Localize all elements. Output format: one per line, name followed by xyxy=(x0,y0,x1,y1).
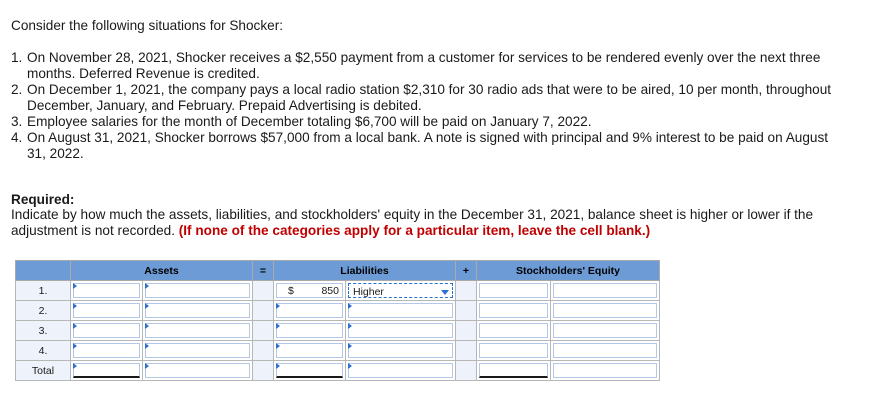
input-marker-icon xyxy=(348,343,352,349)
assets-amount-input[interactable] xyxy=(73,343,140,358)
liabilities-amount-input[interactable] xyxy=(276,323,343,338)
input-marker-icon xyxy=(348,363,352,369)
assets-direction-select[interactable] xyxy=(145,283,250,298)
input-marker-icon xyxy=(73,363,77,369)
liabilities-direction-cell[interactable] xyxy=(346,321,456,341)
equity-amount-cell[interactable] xyxy=(477,341,551,361)
equity-total-cell[interactable] xyxy=(477,361,551,381)
liabilities-amount-input[interactable] xyxy=(276,343,343,358)
equity-amount-input[interactable] xyxy=(479,303,548,318)
equity-direction-select[interactable] xyxy=(553,343,657,358)
plus-spacer xyxy=(456,321,477,341)
situation-text: On December 1, 2021, the company pays a local radio station $2,310 for 30 radio ads that were to be aired, 10 per month, throughout December, January, and February. Prepaid Advertising is debited. xyxy=(27,82,832,113)
input-marker-icon xyxy=(276,363,280,369)
table-row-total xyxy=(16,361,660,381)
situation-item xyxy=(11,82,841,114)
assets-direction-cell[interactable] xyxy=(143,321,253,341)
equity-total-direction-select[interactable] xyxy=(553,363,657,378)
assets-direction-select[interactable] xyxy=(145,303,250,318)
liabilities-direction-cell[interactable] xyxy=(346,281,456,301)
equity-direction-select[interactable] xyxy=(553,283,657,298)
plus-spacer xyxy=(456,361,477,381)
input-marker-icon xyxy=(276,303,280,309)
input-marker-icon xyxy=(73,283,77,289)
situations-list xyxy=(11,50,841,162)
table-row xyxy=(16,341,660,361)
table-row xyxy=(16,281,660,301)
plus-spacer xyxy=(456,301,477,321)
equity-direction-cell[interactable] xyxy=(551,321,660,341)
liabilities-total-input[interactable] xyxy=(276,363,343,378)
situation-text: On August 31, 2021, Shocker borrows $57,000 from a local bank. A note is signed with principal and 9% interest to be paid on August 31, 2022. xyxy=(27,130,829,161)
plus-spacer xyxy=(456,341,477,361)
required-heading: Required: xyxy=(11,192,75,207)
input-marker-icon xyxy=(145,343,149,349)
equals-header: = xyxy=(253,261,274,281)
input-marker-icon xyxy=(73,303,77,309)
equity-direction-cell[interactable] xyxy=(551,341,660,361)
assets-header: Assets xyxy=(71,261,253,281)
input-marker-icon xyxy=(145,363,149,369)
dropdown-arrow-icon[interactable] xyxy=(441,290,449,295)
equity-direction-cell[interactable] xyxy=(551,281,660,301)
situation-text: On November 28, 2021, Shocker receives a $2,550 payment from a customer for services to be rendered evenly over the next three months. Deferred Revenue is credited. xyxy=(27,50,821,81)
equals-spacer xyxy=(253,361,274,381)
input-marker-icon xyxy=(73,323,77,329)
assets-amount-cell[interactable] xyxy=(71,301,143,321)
assets-amount-cell[interactable] xyxy=(71,341,143,361)
equity-amount-cell[interactable] xyxy=(477,301,551,321)
liabilities-amount-value: 850 xyxy=(321,285,339,297)
liabilities-amount-cell[interactable] xyxy=(274,341,346,361)
liabilities-direction-select[interactable] xyxy=(348,283,453,298)
liabilities-total-cell[interactable] xyxy=(274,361,346,381)
situation-number: 1. xyxy=(11,50,23,65)
assets-amount-input[interactable] xyxy=(73,303,140,318)
input-marker-icon xyxy=(73,343,77,349)
situation-number: 2. xyxy=(11,82,23,97)
equals-spacer xyxy=(253,301,274,321)
input-marker-icon xyxy=(145,323,149,329)
situation-number: 3. xyxy=(11,114,23,129)
equity-direction-cell[interactable] xyxy=(551,301,660,321)
input-marker-icon xyxy=(348,323,352,329)
plus-spacer xyxy=(456,281,477,301)
assets-total-direction-select[interactable] xyxy=(145,363,250,378)
input-marker-icon xyxy=(348,303,352,309)
table-header-row xyxy=(16,261,660,281)
assets-direction-cell[interactable] xyxy=(143,281,253,301)
equity-amount-cell[interactable] xyxy=(477,321,551,341)
situation-number: 4. xyxy=(11,130,23,145)
required-instruction xyxy=(11,207,861,239)
situation-item xyxy=(11,114,841,130)
input-marker-icon xyxy=(276,343,280,349)
input-marker-icon xyxy=(145,303,149,309)
row-label: 1. xyxy=(16,281,71,301)
assets-amount-cell[interactable] xyxy=(71,281,143,301)
assets-amount-cell[interactable] xyxy=(71,321,143,341)
input-marker-icon xyxy=(276,323,280,329)
equity-total-direction-cell[interactable] xyxy=(551,361,660,381)
liabilities-direction-select[interactable] xyxy=(348,323,453,338)
equity-direction-select[interactable] xyxy=(553,323,657,338)
assets-total-cell[interactable] xyxy=(71,361,143,381)
answer-table xyxy=(15,260,660,381)
liabilities-direction-cell[interactable] xyxy=(346,301,456,321)
equals-spacer xyxy=(253,281,274,301)
equity-amount-input[interactable] xyxy=(479,323,548,338)
row-label: 2. xyxy=(16,301,71,321)
liabilities-amount-cell[interactable] xyxy=(274,321,346,341)
equals-spacer xyxy=(253,341,274,361)
assets-direction-select[interactable] xyxy=(145,343,250,358)
assets-total-input[interactable] xyxy=(73,363,140,378)
input-marker-icon xyxy=(145,283,149,289)
instruction-text: Indicate by how much the assets, liabilities, and stockholders' equity in the December 31, 2021, balance sheet is higher or lower if the adjustment is not recorded. xyxy=(11,207,814,238)
equity-amount-cell[interactable] xyxy=(477,281,551,301)
equity-direction-select[interactable] xyxy=(553,303,657,318)
equity-header: Stockholders' Equity xyxy=(477,261,660,281)
plus-header: + xyxy=(456,261,477,281)
row-label: 3. xyxy=(16,321,71,341)
situation-item xyxy=(11,50,841,82)
assets-total-direction-cell[interactable] xyxy=(143,361,253,381)
liabilities-direction-value: Higher xyxy=(353,286,384,298)
table-row xyxy=(16,321,660,341)
currency-symbol: $ xyxy=(288,285,294,297)
situation-text: Employee salaries for the month of December totaling $6,700 will be paid on January 7, 2022. xyxy=(27,114,592,129)
liabilities-direction-cell[interactable] xyxy=(346,341,456,361)
row-label-header xyxy=(16,261,71,281)
liabilities-amount-cell[interactable] xyxy=(274,281,346,301)
row-label: 4. xyxy=(16,341,71,361)
intro-text: Consider the following situations for Shocker: xyxy=(11,18,284,33)
instruction-emphasis: (If none of the categories apply for a particular item, leave the cell blank.) xyxy=(178,223,651,238)
liabilities-direction-select[interactable] xyxy=(348,303,453,318)
equity-total-input[interactable] xyxy=(479,363,548,378)
equals-spacer xyxy=(253,321,274,341)
liabilities-header: Liabilities xyxy=(274,261,456,281)
liabilities-total-direction-cell[interactable] xyxy=(346,361,456,381)
equity-amount-input[interactable] xyxy=(479,343,548,358)
liabilities-amount-cell[interactable] xyxy=(274,301,346,321)
equity-amount-input[interactable] xyxy=(479,283,548,298)
liabilities-direction-select[interactable] xyxy=(348,343,453,358)
situation-item xyxy=(11,130,841,162)
assets-amount-input[interactable] xyxy=(73,283,140,298)
assets-direction-cell[interactable] xyxy=(143,341,253,361)
liabilities-amount-input[interactable] xyxy=(276,303,343,318)
row-label: Total xyxy=(16,361,71,381)
liabilities-total-direction-select[interactable] xyxy=(348,363,453,378)
assets-amount-input[interactable] xyxy=(73,323,140,338)
assets-direction-select[interactable] xyxy=(145,323,250,338)
assets-direction-cell[interactable] xyxy=(143,301,253,321)
table-row xyxy=(16,301,660,321)
